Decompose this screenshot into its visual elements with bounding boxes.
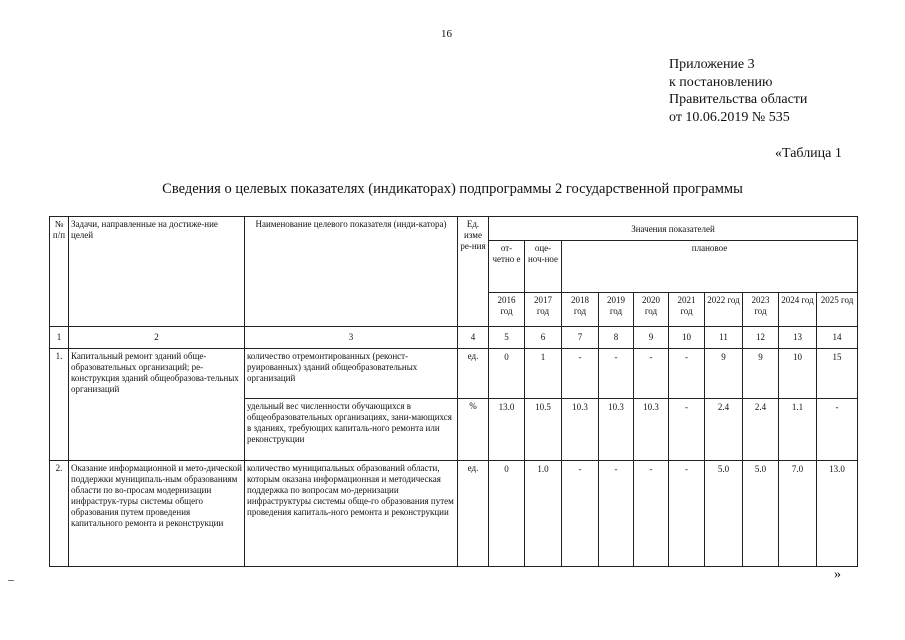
appendix-line: Правительства области (669, 92, 808, 107)
column-number: 7 (562, 326, 599, 348)
header-planned: плановое (562, 241, 858, 292)
value-cell: - (669, 398, 705, 461)
unit-cell: ед. (458, 461, 489, 567)
indicators-table (49, 216, 858, 567)
table-row (50, 349, 858, 398)
header-num: № п/п (50, 217, 69, 327)
header-indicator: Наименование целевого показателя (инди-катора) (245, 217, 458, 327)
header-unit: Ед. изме ре-ния (458, 217, 489, 327)
table-row (50, 461, 858, 567)
unit-cell: ед. (458, 349, 489, 398)
closing-quote: » (834, 567, 841, 582)
value-cell: 0 (489, 349, 525, 398)
appendix-line: от 10.06.2019 № 535 (669, 109, 790, 125)
column-number: 4 (458, 326, 489, 348)
header-reported: от-четно е (489, 241, 525, 292)
year-header: 2025 год (817, 292, 858, 326)
column-number: 5 (489, 326, 525, 348)
header-values: Значения показателей (489, 217, 858, 241)
column-number: 2 (69, 326, 245, 348)
column-number: 6 (525, 326, 562, 348)
value-cell: - (669, 461, 705, 567)
header-tasks: Задачи, направленные на достиже-ние целей (69, 217, 245, 327)
indicator-name: удельный вес численности обучающихся в общеобразовательных организациях, зани-мающихся в зданиях, требующих капиталь-ного ремонта или реконструкции (245, 398, 458, 461)
indicator-name: количество отремонтированных (реконст-руированных) зданий общеобразовательных организаций (245, 349, 458, 398)
column-number: 11 (705, 326, 743, 348)
header-estimated: оце-ноч-ное (525, 241, 562, 292)
appendix-line: Приложение 3 (669, 57, 755, 72)
task-text: Оказание информационной и мето-дической поддержки муниципаль-ным образованиям области по во-просам модернизации инфраструк-туры системы общего образования путем проведения капитального ремонта и реконструкции (69, 461, 245, 567)
column-number: 8 (599, 326, 634, 348)
column-number: 13 (779, 326, 817, 348)
value-cell: - (599, 349, 634, 398)
table-note: «Таблица 1 (775, 146, 842, 161)
value-cell: - (634, 461, 669, 567)
value-cell: 15 (817, 349, 858, 398)
unit-cell: % (458, 398, 489, 461)
row-number: 2. (50, 461, 69, 567)
column-number: 10 (669, 326, 705, 348)
value-cell: 13.0 (817, 461, 858, 567)
value-cell: 9 (705, 349, 743, 398)
page-number: 16 (441, 28, 452, 40)
year-header: 2017 год (525, 292, 562, 326)
value-cell: 9 (743, 349, 779, 398)
value-cell: - (634, 349, 669, 398)
value-cell: 10.3 (599, 398, 634, 461)
year-header: 2021 год (669, 292, 705, 326)
value-cell: - (562, 461, 599, 567)
value-cell: 2.4 (743, 398, 779, 461)
value-cell: 2.4 (705, 398, 743, 461)
appendix-block (669, 56, 807, 126)
column-number: 1 (50, 326, 69, 348)
column-number: 3 (245, 326, 458, 348)
year-header: 2018 год (562, 292, 599, 326)
year-header: 2022 год (705, 292, 743, 326)
value-cell: 1 (525, 349, 562, 398)
value-cell: 5.0 (705, 461, 743, 567)
column-number: 12 (743, 326, 779, 348)
row-number: 1. (50, 349, 69, 461)
margin-mark (8, 580, 14, 581)
indicator-name: количество муниципальных образований области, которым оказана информационная и методическая поддержка по вопросам мо-дернизации инфраструктуры системы обще-го образования путем проведения капиталь-ного ремонта и реконструкции (245, 461, 458, 567)
value-cell: 7.0 (779, 461, 817, 567)
task-text: Капитальный ремонт зданий обще-образовательных организаций; ре-конструкция зданий общеобразова-тельных организаций (69, 349, 245, 461)
value-cell: - (599, 461, 634, 567)
value-cell: - (817, 398, 858, 461)
value-cell: 1.1 (779, 398, 817, 461)
column-number: 14 (817, 326, 858, 348)
value-cell: 10 (779, 349, 817, 398)
year-header: 2020 год (634, 292, 669, 326)
value-cell: 13.0 (489, 398, 525, 461)
value-cell: 1.0 (525, 461, 562, 567)
year-header: 2019 год (599, 292, 634, 326)
year-header: 2024 год (779, 292, 817, 326)
value-cell: - (562, 349, 599, 398)
value-cell: 10.5 (525, 398, 562, 461)
column-number: 9 (634, 326, 669, 348)
year-header: 2016 год (489, 292, 525, 326)
value-cell: 0 (489, 461, 525, 567)
document-title: Сведения о целевых показателях (индикаторах) подпрограммы 2 государственной программы (162, 181, 743, 197)
year-header: 2023 год (743, 292, 779, 326)
value-cell: 5.0 (743, 461, 779, 567)
value-cell: 10.3 (634, 398, 669, 461)
value-cell: 10.3 (562, 398, 599, 461)
value-cell: - (669, 349, 705, 398)
appendix-line: к постановлению (669, 74, 773, 90)
